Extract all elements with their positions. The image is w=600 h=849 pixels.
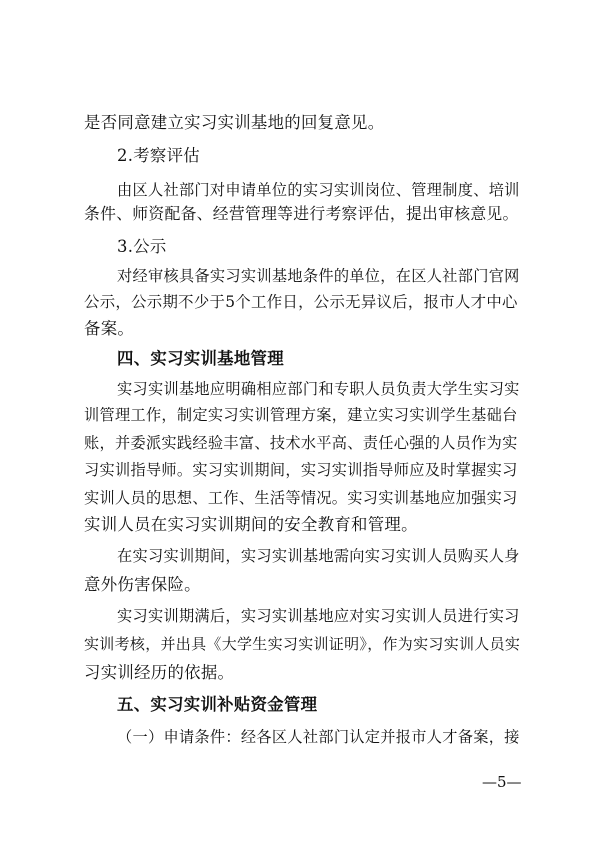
text-line: 备案。 [84,319,135,338]
text-line: 由区人社部门对申请单位的实习实训岗位、管理制度、培训 [117,181,520,199]
section-heading: 五、实习实训补贴资金管理 [117,695,318,714]
text-line: 条件、师资配备、经营管理等进行考察评估，提出审核意见。 [84,204,519,223]
subheading-line: 2.考察评估 [117,146,201,165]
text-line: 实训考核，并出具《大学生实习实训证明》，作为实习实训人员实 [84,635,521,653]
text-line: 在实习实训期间，实习实训基地需向实习实训人员购买人身 [117,547,520,565]
page-number: —5— [482,773,522,791]
text-line: 公示，公示期不少于5个工作日，公示无异议后，报市人才中心 [84,293,518,311]
text-line: 实训人员的思想、工作、生活等情况。实习实训基地应加强实习 [84,489,518,507]
text-line: 对经审核具备实习实训基地条件的单位，在区人社部门官网 [117,267,520,285]
text-line: 意外伤害保险。 [84,575,201,594]
text-line: 实习实训期满后，实习实训基地应对实习实训人员进行实习 [117,607,520,625]
section-heading: 四、实习实训基地管理 [117,349,284,368]
subheading-line: 3.公示 [117,237,167,256]
text-line: （一）申请条件：经各区人社部门认定并报市人才备案，接 [117,728,520,746]
text-line: 习实训指导师。实习实训期间，实习实训指导师应及时掌握实习 [84,461,518,479]
text-line: 账，并委派实践经验丰富、技术水平高、责任心强的人员作为实 [84,434,518,452]
text-line: 训管理工作，制定实习实训管理方案，建立实习实训学生基础台 [84,406,518,424]
text-line: 实习实训基地应明确相应部门和专职人员负责大学生实习实 [117,380,520,398]
text-line: 是否同意建立实习实训基地的回复意见。 [84,113,385,132]
text-line: 实训人员在实习实训期间的安全教育和管理。 [84,515,418,534]
text-line: 习实训经历的依据。 [84,663,235,682]
